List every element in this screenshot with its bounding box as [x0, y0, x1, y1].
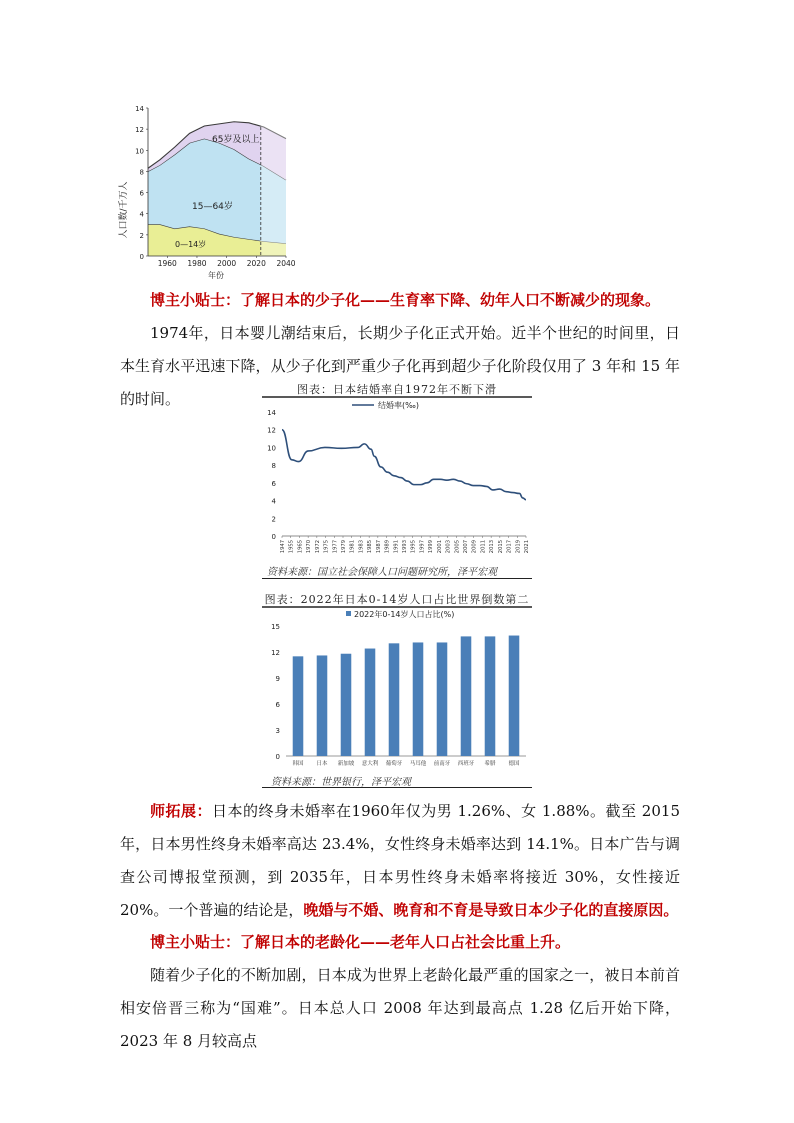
- x-tick-label: 1972: [314, 540, 321, 554]
- paragraph-aging: 随着少子化的不断加剧，日本成为世界上老龄化最严重的国家之一，被日本前首相安倍晋三称为“国难”。日本总人口 2008 年达到最高点 1.28 亿后开始下降，2023 年 8 月较高点: [120, 966, 680, 1050]
- bar-葡萄牙: [389, 643, 400, 756]
- x-tick-label: 2040: [276, 259, 296, 268]
- y-axis-label: 人口数/千万人: [119, 181, 129, 239]
- category-label: 韩国: [292, 761, 304, 767]
- category-label: 德国: [508, 761, 520, 767]
- y-tick-label: 10: [135, 147, 144, 156]
- x-tick-label: 2000: [217, 259, 237, 268]
- x-tick-label: 2017: [506, 540, 513, 554]
- x-axis-label: 年份: [208, 271, 224, 280]
- projection-shade: [261, 106, 288, 256]
- bar-新加坡: [341, 654, 352, 756]
- bar-希腊: [485, 636, 496, 756]
- y-tick-label: 6: [275, 701, 280, 709]
- y-tick-label: 14: [135, 105, 144, 113]
- category-label: 前南牙: [433, 761, 451, 767]
- x-tick-label: 1975: [323, 540, 330, 554]
- bar-日本: [317, 655, 328, 756]
- legend-swatch: [346, 611, 351, 616]
- tip-1: [120, 284, 680, 317]
- y-tick-label: 12: [271, 649, 280, 657]
- tip-2: [120, 926, 680, 959]
- marriage-rate-chart: [262, 396, 532, 566]
- series-label-senior: 65岁及以上: [212, 135, 260, 145]
- y-tick-label: 10: [267, 444, 276, 453]
- bar-德国: [509, 636, 520, 756]
- y-tick-label: 12: [267, 426, 276, 435]
- tip-1-text: 了解日本的少子化——生育率下降、幼年人口不断减少的现象。: [240, 291, 661, 309]
- tip-2-text: 了解日本的老龄化——老年人口占社会比重上升。: [240, 933, 571, 951]
- x-tick-label: 2007: [463, 540, 469, 554]
- category-label: 意大利: [361, 761, 379, 767]
- x-tick-label: 2001: [436, 540, 443, 554]
- x-tick-label: 1947: [280, 540, 286, 554]
- y-tick-label: 8: [271, 462, 276, 471]
- x-tick-label: 2009: [471, 540, 478, 554]
- marriage-chart-title: 图表：日本结婚率自1972年不断下滑: [297, 383, 497, 396]
- extension-text: 日本的终身未婚率在1960年仅为男 1.26%、女 1.88%。截至 2015 年，日本男性终身未婚率高达 23.4%，女性终身未婚率达到 14.1%。日本广告与调查公司博报堂预测，到 2035年，日本男性终身未婚率将接近 30%，女性接近 20%。一个普遍的结论是，: [120, 802, 680, 919]
- bar-前南牙: [437, 642, 448, 756]
- marriage-chart-source: 资料来源：国立社会保障人口问题研究所，泽平宏观: [267, 567, 497, 578]
- y-tick-label: 4: [139, 210, 144, 219]
- extension-label: 师拓展：: [150, 802, 213, 820]
- bar-马耳他: [413, 642, 424, 756]
- x-tick-label: 2011: [480, 540, 487, 554]
- x-tick-label: 2015: [497, 540, 504, 554]
- x-tick-label: 1965: [297, 540, 304, 554]
- category-label: 马耳他: [409, 761, 427, 767]
- y-tick-label: 8: [139, 168, 144, 177]
- child-share-bar-chart: [262, 606, 532, 774]
- x-tick-label: 1970: [306, 540, 313, 554]
- category-label: 新加坡: [337, 761, 355, 767]
- x-tick-label: 1989: [384, 540, 391, 554]
- source-rule: [262, 578, 532, 579]
- extension-highlight: 晚婚与不婚、晚育和不育是导致日本少子化的直接原因。: [303, 901, 679, 919]
- x-tick-label: 1991: [393, 540, 400, 554]
- population-area-chart: [118, 100, 298, 285]
- y-tick-label: 3: [275, 727, 280, 735]
- x-tick-label: 1980: [187, 259, 207, 268]
- y-tick-label: 14: [267, 409, 276, 417]
- x-tick-label: 1983: [358, 540, 365, 554]
- x-tick-label: 1997: [419, 540, 426, 554]
- category-label: 西班牙: [457, 761, 475, 767]
- y-tick-label: 0: [271, 533, 276, 541]
- series-label-child: 0—14岁: [175, 240, 207, 249]
- bar-chart-source: 资料来源：世界银行，泽平宏观: [271, 777, 411, 788]
- y-tick-label: 2: [139, 231, 144, 240]
- y-tick-label: 0: [275, 753, 280, 761]
- x-tick-label: 1987: [375, 540, 382, 554]
- x-tick-label: 2019: [515, 540, 522, 554]
- category-label: 日本: [316, 761, 328, 767]
- x-tick-label: 2003: [445, 540, 452, 554]
- x-tick-label: 1977: [332, 540, 339, 554]
- x-tick-label: 1995: [410, 540, 417, 554]
- y-tick-label: 6: [271, 479, 276, 488]
- source-rule: [262, 787, 532, 788]
- x-tick-label: 1985: [367, 540, 374, 554]
- y-tick-label: 6: [139, 189, 144, 198]
- legend-label: 结婚率(‰): [378, 401, 419, 410]
- bar-意大利: [365, 649, 376, 756]
- bar-韩国: [293, 656, 304, 756]
- y-tick-label: 9: [275, 675, 280, 683]
- tip-2-label: 博主小贴士：: [150, 933, 241, 951]
- y-tick-label: 2: [271, 515, 276, 524]
- x-tick-label: 1955: [288, 540, 295, 554]
- x-tick-label: 1981: [349, 540, 356, 554]
- y-tick-label: 15: [271, 623, 280, 631]
- paragraph-birthrate: 1974年，日本婴儿潮结束后，长期少子化正式开始。近半个世纪的时间里，日本生育水平迅速下降，从少子化到严重少子化再到超少子化阶段仅用了 3 年和 15 年的时间。: [120, 324, 680, 408]
- x-tick-label: 1999: [428, 540, 435, 554]
- x-tick-label: 1960: [157, 259, 177, 268]
- paragraph-extension: [120, 795, 680, 927]
- series-label-working: 15—64岁: [192, 202, 233, 212]
- x-tick-label: 1979: [341, 540, 347, 554]
- legend-label: 2022年0-14岁人口占比(%): [354, 610, 455, 619]
- x-tick-label: 2021: [524, 540, 530, 554]
- y-tick-label: 4: [271, 497, 276, 506]
- y-tick-label: 12: [135, 126, 144, 135]
- x-tick-label: 2013: [489, 540, 496, 554]
- bar-chart-title: 图表：2022年日本0-14岁人口占比世界倒数第二: [264, 593, 530, 606]
- x-tick-label: 2020: [246, 259, 266, 268]
- bar-西班牙: [461, 636, 472, 756]
- category-label: 希腊: [484, 761, 496, 767]
- tip-1-label: 博主小贴士：: [150, 291, 241, 309]
- x-tick-label: 1993: [402, 540, 408, 554]
- y-tick-label: 0: [139, 253, 144, 261]
- x-tick-label: 2005: [454, 540, 461, 554]
- category-label: 葡萄牙: [385, 761, 403, 767]
- marriage-rate-line: [282, 430, 526, 500]
